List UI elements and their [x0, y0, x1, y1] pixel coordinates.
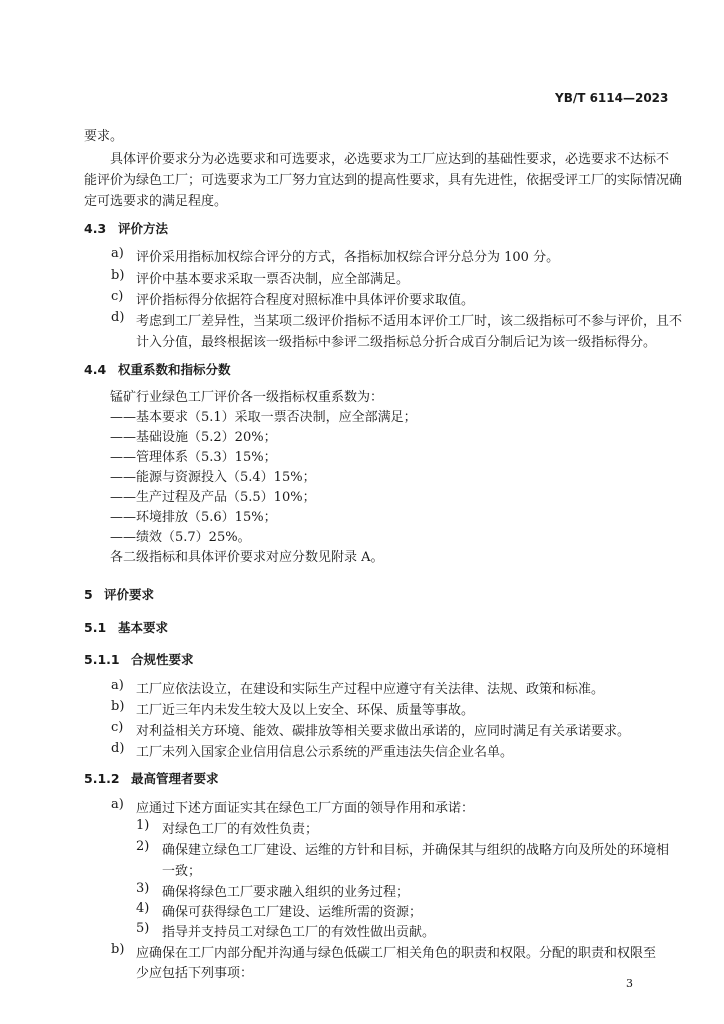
section-heading-5-1 [84, 618, 168, 636]
list-marker: c) [111, 289, 124, 304]
sublist-marker: 4) [136, 901, 150, 916]
list-item: 评价指标得分依据符合程度对照标准中具体评价要求取值。 [136, 293, 475, 308]
sublist-item: 指导并支持员工对绿色工厂的有效性做出贡献。 [162, 925, 436, 940]
list-marker: c) [111, 720, 124, 735]
list-item: 评价采用指标加权综合评分的方式，各指标加权综合评分总分为 100 分。 [136, 250, 560, 265]
weight-item: ——能源与资源投入（5.4）15%； [110, 470, 316, 485]
list-marker: d) [111, 741, 125, 756]
intro-paragraph-line: 具体评价要求分为必选要求和可选要求，必选要求为工厂应达到的基础性要求，必选要求不达标不 [110, 152, 670, 167]
section-heading-5 [84, 585, 154, 603]
sublist-marker: 1) [136, 818, 150, 833]
section-heading-5-1-1 [84, 650, 194, 668]
sublist-item: 确保可获得绿色工厂建设、运维所需的资源； [162, 905, 423, 920]
section-title: 评价方法 [118, 221, 169, 236]
weight-item: ——基本要求（5.1）采取一票否决制，应全部满足； [110, 410, 417, 425]
list-item-continuation: 少应包括下列事项： [136, 966, 254, 981]
weight-item: ——基础设施（5.2）20%； [110, 430, 277, 445]
list-item: 考虑到工厂差异性，当某项二级评价指标不适用本评价工厂时，该二级指标可不参与评价，且不 [136, 314, 683, 329]
standard-code: YB/T 6114—2023 [555, 91, 669, 105]
section-title: 基本要求 [118, 620, 169, 635]
sublist-item: 确保建立绿色工厂建设、运维的方针和目标，并确保其与组织的战略方向及所处的环境相 [162, 843, 670, 858]
section-number: 5 [84, 587, 93, 602]
weight-item: ——管理体系（5.3）15%； [110, 450, 277, 465]
page-number: 3 [626, 977, 633, 990]
sublist-marker: 5) [136, 921, 150, 936]
section-number: 4.4 [84, 362, 107, 377]
section-heading-5-1-2 [84, 769, 219, 787]
list-item: 工厂未列入国家企业信用信息公示系统的严重违法失信企业名单。 [136, 745, 514, 760]
section-heading-4-3 [84, 219, 168, 237]
list-marker: b) [111, 268, 125, 283]
intro-paragraph-line: 定可选要求的满足程度。 [84, 194, 228, 209]
sublist-marker: 2) [136, 839, 150, 854]
weights-intro: 锰矿行业绿色工厂评价各一级指标权重系数为： [110, 390, 384, 405]
list-item: 应确保在工厂内部分配并沟通与绿色低碳工厂相关角色的职责和权限。分配的职责和权限至 [136, 946, 657, 961]
sublist-item: 对绿色工厂的有效性负责； [162, 822, 319, 837]
list-item: 对利益相关方环境、能效、碳排放等相关要求做出承诺的，应同时满足有关承诺要求。 [136, 724, 631, 739]
list-item: 评价中基本要求采取一票否决制，应全部满足。 [136, 272, 410, 287]
section-number: 5.1 [84, 620, 107, 635]
section-heading-4-4 [84, 360, 231, 378]
weight-item: ——环境排放（5.6）15%； [110, 510, 277, 525]
list-marker: a) [111, 246, 124, 261]
intro-line: 要求。 [84, 129, 124, 144]
list-marker: a) [111, 678, 124, 693]
list-item: 工厂应依法设立，在建设和实际生产过程中应遵守有关法律、法规、政策和标准。 [136, 682, 605, 697]
section-title: 权重系数和指标分数 [118, 362, 231, 377]
list-marker: b) [111, 942, 125, 957]
section-title: 评价要求 [104, 587, 155, 602]
list-item-continuation: 计入分值，最终根据该一级指标中参评二级指标总分折合成百分制后记为该一级指标得分。 [136, 335, 657, 350]
sublist-item-continuation: 一致； [162, 864, 202, 879]
section-number: 5.1.1 [84, 652, 120, 667]
section-title: 最高管理者要求 [131, 771, 219, 786]
intro-paragraph-line: 能评价为绿色工厂；可选要求为工厂努力宜达到的提高性要求，具有先进性，依据受评工厂的实际情况确 [84, 173, 683, 188]
list-marker: a) [111, 797, 124, 812]
weight-item: ——绩效（5.7）25%。 [110, 530, 251, 545]
section-title: 合规性要求 [131, 652, 194, 667]
sublist-item: 确保将绿色工厂要求融入组织的业务过程； [162, 885, 410, 900]
section-number: 5.1.2 [84, 771, 120, 786]
list-marker: d) [111, 310, 125, 325]
list-item: 工厂近三年内未发生较大及以上安全、环保、质量等事故。 [136, 703, 475, 718]
list-item: 应通过下述方面证实其在绿色工厂方面的领导作用和承诺： [136, 801, 475, 816]
list-marker: b) [111, 699, 125, 714]
sublist-marker: 3) [136, 881, 150, 896]
section-number: 4.3 [84, 221, 107, 236]
weight-item: ——生产过程及产品（5.5）10%； [110, 490, 316, 505]
weights-outro: 各二级指标和具体评价要求对应分数见附录 A。 [110, 550, 384, 565]
